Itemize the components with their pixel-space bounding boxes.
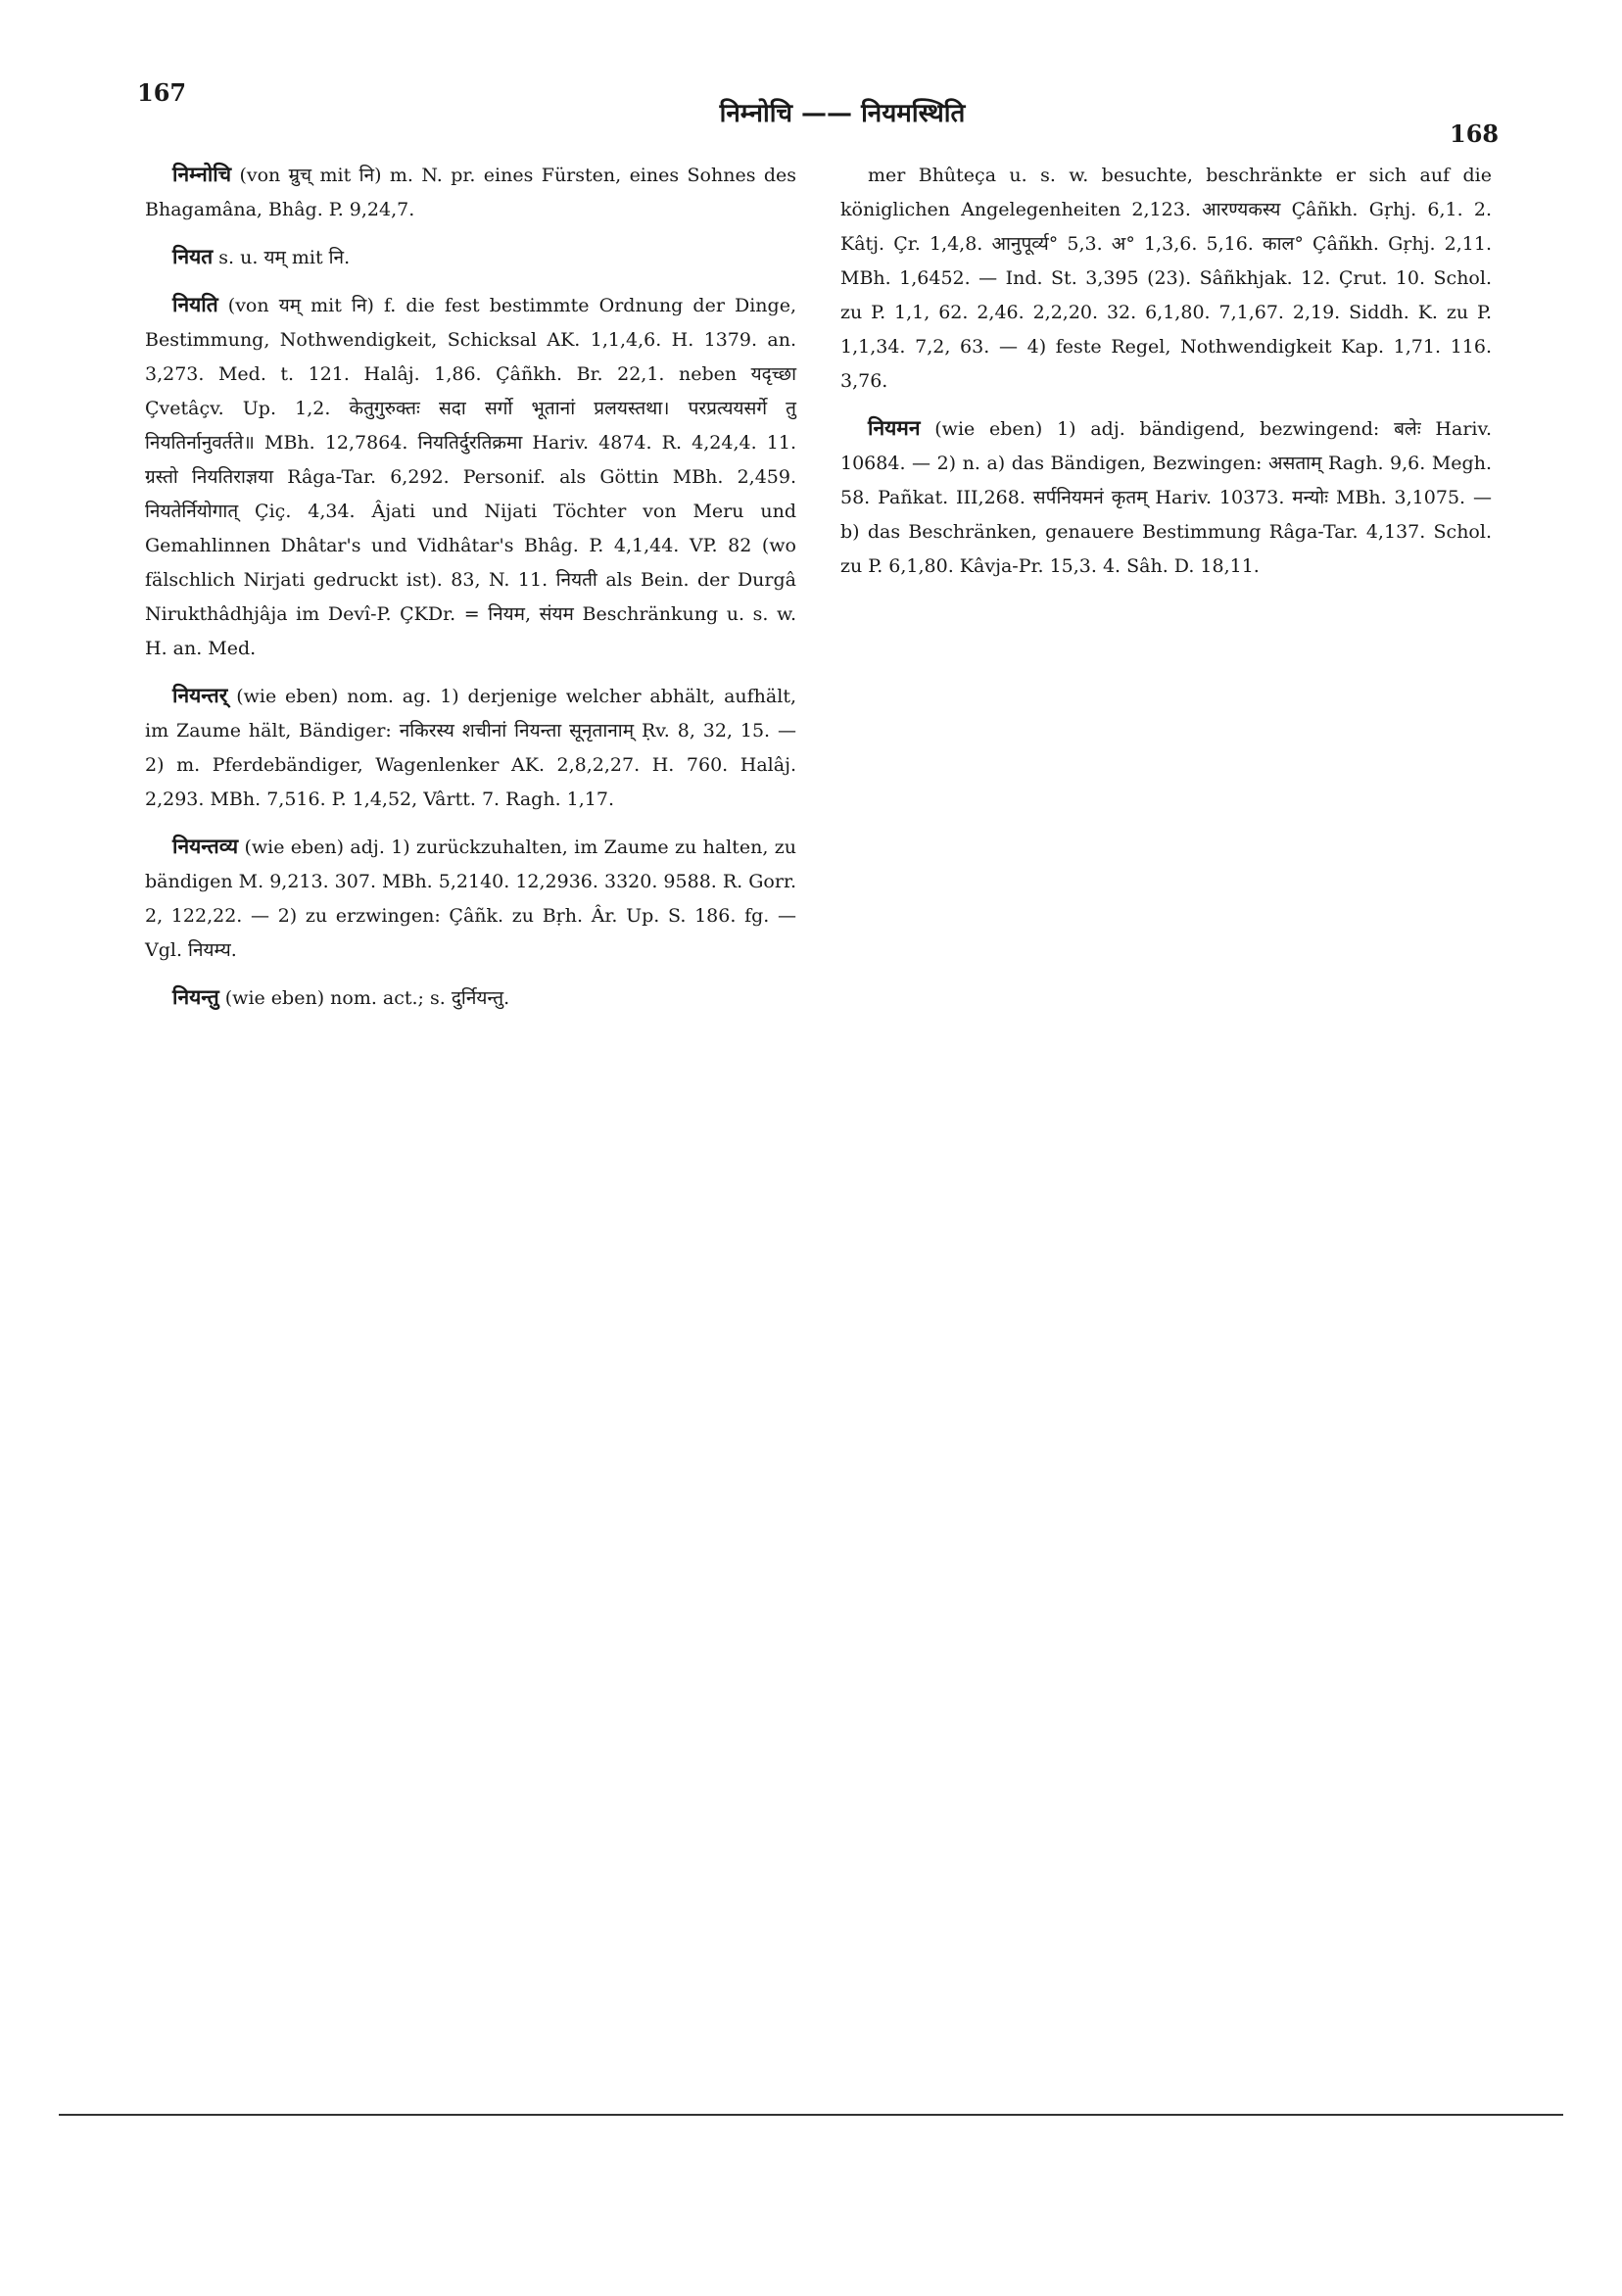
right-column: [840, 157, 1492, 596]
dictionary-entry: [145, 157, 796, 227]
dictionary-entry: [145, 287, 796, 666]
dictionary-entry: [145, 239, 796, 275]
dictionary-entry: [145, 829, 796, 968]
entry-headword: नियति: [172, 292, 218, 316]
left-column: [145, 157, 796, 1028]
entry-headword: नियन्तर्: [172, 683, 228, 707]
entry-headword: निम्नोचि: [172, 162, 232, 186]
entry-headword: नियन्तु: [172, 984, 219, 1009]
dictionary-entry: [145, 678, 796, 817]
entry-body: (wie eben) 1) adj. bändigend, bezwingend: बलेः Hariv. 10684. — 2) n. a) das Bändigen, Bezwingen: असताम् Ragh. 9,6. Megh. 58. Pañkat. III,268. सर्पनियमनं कृतम् Hariv. 10373. मन्योः MBh. 3,1075. — b) das Beschränken, genauere Bestimmung Râga-Tar. 4,137. Schol. zu P. 6,1,80. Kâvja-Pr. 15,3. 4. Sâh. D. 18,11.: [840, 418, 1492, 577]
page-number-right: 168: [1450, 120, 1500, 148]
dictionary-entry: [145, 980, 796, 1016]
page-number-left: 167: [137, 78, 187, 107]
running-head: निम्नोचि —— नियमस्थिति: [719, 99, 966, 128]
entry-body: mer Bhûteça u. s. w. besuchte, beschränkte er sich auf die königlichen Angelegenheiten 2,123. आरण्यकस्य Çâñkh. Gṛhj. 6,1. 2. Kâtj. Çr. 1,4,8. आनुपूर्व्य° 5,3. अ° 1,3,6. 5,16. काल° Çâñkh. Gṛhj. 2,11. MBh. 1,6452. — Ind. St. 3,395 (23). Sâñkhjak. 12. Çrut. 10. Schol. zu P. 1,1, 62. 2,46. 2,2,20. 32. 6,1,80. 7,1,67. 2,19. Siddh. K. zu P. 1,1,34. 7,2, 63. — 4) feste Regel, Nothwendigkeit Kap. 1,71. 116. 3,76.: [840, 165, 1492, 392]
entry-body: s. u. यम् mit नि.: [218, 247, 351, 268]
bottom-rule: [59, 2114, 1563, 2116]
entry-body: (von यम् mit नि) f. die fest bestimmte Ordnung der Dinge, Bestimmung, Nothwendigkeit, Schicksal AK. 1,1,4,6. H. 1379. an. 3,273. Med. t. 121. Halâj. 1,86. Çâñkh. Br. 22,1. neben यदृच्छा Çvetâçv. Up. 1,2. केतुगुरुक्तः सदा सर्गो भूतानां प्रलयस्तथा। परप्रत्ययसर्गे तु नियतिर्नानुवर्तते॥ MBh. 12,7864. नियतिर्दुरतिक्रमा Hariv. 4874. R. 4,24,4. 11. ग्रस्तो नियतिराज्ञया Râga-Tar. 6,292. Personif. als Göttin MBh. 2,459. नियतेर्नियोगात् Çiç. 4,34. Âjati und Nijati Töchter von Meru und Gemahlinnen Dhâtar's und Vidhâtar's Bhâg. P. 4,1,44. VP. 82 (wo fälschlich Nirjati gedruckt ist). 83, N. 11. नियती als Bein. der Durgâ Nirukthâdhjâja im Devî-P. ÇKDr. = नियम, संयम Beschränkung u. s. w. H. an. Med.: [145, 295, 796, 659]
entry-body: (wie eben) nom. ag. 1) derjenige welcher abhält, aufhält, im Zaume hält, Bändiger: नकिरस्य शचीनां नियन्ता सूनृतानाम् Ṛv. 8, 32, 15. — 2) m. Pferdebändiger, Wagenlenker AK. 2,8,2,27. H. 760. Halâj. 2,293. MBh. 7,516. P. 1,4,52, Vârtt. 7. Ragh. 1,17.: [145, 686, 796, 810]
entry-body: (von म्रुच् mit नि) m. N. pr. eines Fürsten, eines Sohnes des Bhagamâna, Bhâg. P. 9,24,7.: [145, 165, 796, 220]
entry-headword: नियत: [172, 244, 214, 268]
entry-headword: नियन्तव्य: [172, 834, 239, 858]
dictionary-entry: [840, 410, 1492, 584]
entry-headword: नियमन: [868, 415, 921, 440]
entry-body: (wie eben) adj. 1) zurückzuhalten, im Zaume zu halten, zu bändigen M. 9,213. 307. MBh. 5,2140. 12,2936. 3320. 9588. R. Gorr. 2, 122,22. — 2) zu erzwingen: Çâñk. zu Bṛh. Âr. Up. S. 186. fg. — Vgl. नियम्य.: [145, 837, 796, 961]
entry-body: (wie eben) nom. act.; s. दुर्नियन्तु.: [224, 987, 510, 1009]
dictionary-entry: [840, 157, 1492, 399]
